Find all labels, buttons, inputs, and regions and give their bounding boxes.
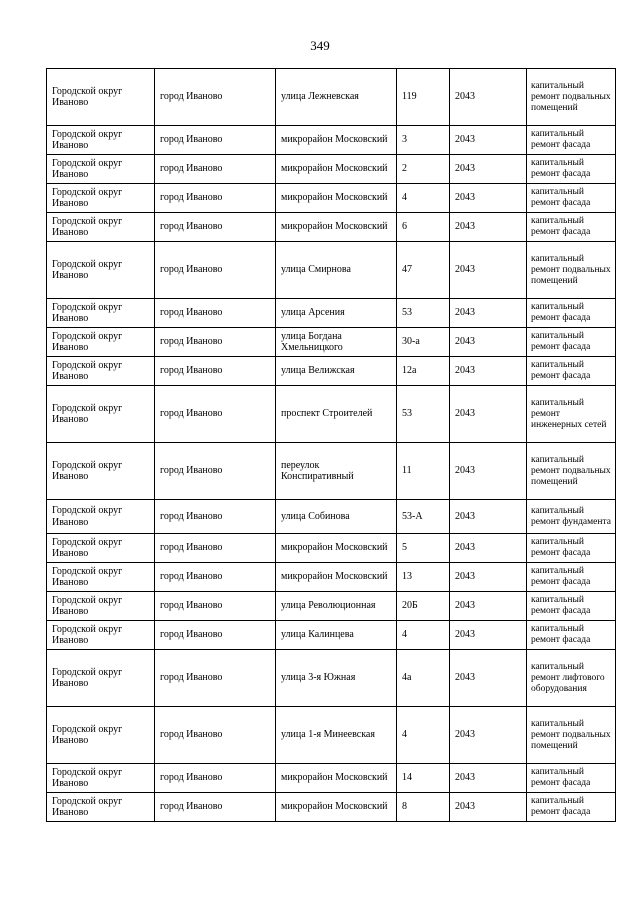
year-cell: 2043 [450, 357, 527, 386]
repair-type-cell: капитальный ремонт подвальных помещений [527, 443, 616, 500]
repair-type-cell: капитальный ремонт фасада [527, 328, 616, 357]
city-cell: город Иваново [155, 621, 276, 650]
table-row [47, 764, 616, 793]
house-cell: 5 [397, 534, 450, 563]
house-cell: 20Б [397, 592, 450, 621]
city-cell: город Иваново [155, 764, 276, 793]
street-cell: проспект Строителей [276, 386, 397, 443]
repair-type-cell: капитальный ремонт подвальных помещений [527, 707, 616, 764]
city-cell: город Иваново [155, 563, 276, 592]
street-cell: микрорайон Московский [276, 184, 397, 213]
house-cell: 4 [397, 184, 450, 213]
repair-type-cell: капитальный ремонт фасада [527, 126, 616, 155]
house-cell: 119 [397, 69, 450, 126]
year-cell: 2043 [450, 707, 527, 764]
district-cell: Городской округ Иваново [47, 793, 155, 822]
year-cell: 2043 [450, 793, 527, 822]
city-cell: город Иваново [155, 299, 276, 328]
city-cell: город Иваново [155, 213, 276, 242]
street-cell: микрорайон Московский [276, 764, 397, 793]
repair-type-cell: капитальный ремонт фасада [527, 563, 616, 592]
table-row [47, 534, 616, 563]
house-cell: 14 [397, 764, 450, 793]
repair-type-cell: капитальный ремонт фасада [527, 534, 616, 563]
table-row [47, 213, 616, 242]
table-row [47, 500, 616, 534]
district-cell: Городской округ Иваново [47, 357, 155, 386]
street-cell: микрорайон Московский [276, 793, 397, 822]
street-cell: микрорайон Московский [276, 563, 397, 592]
repair-type-cell: капитальный ремонт фасада [527, 793, 616, 822]
district-cell: Городской округ Иваново [47, 650, 155, 707]
year-cell: 2043 [450, 386, 527, 443]
year-cell: 2043 [450, 155, 527, 184]
repair-type-cell: капитальный ремонт подвальных помещений [527, 242, 616, 299]
table-row [47, 328, 616, 357]
year-cell: 2043 [450, 764, 527, 793]
house-cell: 53-А [397, 500, 450, 534]
city-cell: город Иваново [155, 793, 276, 822]
district-cell: Городской округ Иваново [47, 534, 155, 563]
district-cell: Городской округ Иваново [47, 184, 155, 213]
table-row [47, 155, 616, 184]
repair-type-cell: капитальный ремонт фасада [527, 184, 616, 213]
repair-type-cell: капитальный ремонт фасада [527, 299, 616, 328]
street-cell: улица Смирнова [276, 242, 397, 299]
street-cell: улица Калинцева [276, 621, 397, 650]
table-row [47, 563, 616, 592]
house-cell: 8 [397, 793, 450, 822]
city-cell: город Иваново [155, 534, 276, 563]
page-number: 349 [310, 38, 330, 53]
table-row [47, 707, 616, 764]
district-cell: Городской округ Иваново [47, 592, 155, 621]
table-row [47, 793, 616, 822]
repair-type-cell: капитальный ремонт фасада [527, 764, 616, 793]
street-cell: микрорайон Московский [276, 534, 397, 563]
year-cell: 2043 [450, 328, 527, 357]
year-cell: 2043 [450, 534, 527, 563]
city-cell: город Иваново [155, 443, 276, 500]
city-cell: город Иваново [155, 328, 276, 357]
table-row [47, 386, 616, 443]
repair-type-cell: капитальный ремонт фундамента [527, 500, 616, 534]
city-cell: город Иваново [155, 357, 276, 386]
year-cell: 2043 [450, 621, 527, 650]
district-cell: Городской округ Иваново [47, 126, 155, 155]
city-cell: город Иваново [155, 707, 276, 764]
table-row [47, 621, 616, 650]
year-cell: 2043 [450, 592, 527, 621]
city-cell: город Иваново [155, 650, 276, 707]
table-row [47, 357, 616, 386]
house-cell: 53 [397, 386, 450, 443]
house-cell: 47 [397, 242, 450, 299]
street-cell: переулок Конспиративный [276, 443, 397, 500]
street-cell: микрорайон Московский [276, 213, 397, 242]
year-cell: 2043 [450, 184, 527, 213]
street-cell: улица Богдана Хмельницкого [276, 328, 397, 357]
year-cell: 2043 [450, 650, 527, 707]
repair-type-cell: капитальный ремонт подвальных помещений [527, 69, 616, 126]
year-cell: 2043 [450, 213, 527, 242]
table-row [47, 69, 616, 126]
house-cell: 12а [397, 357, 450, 386]
street-cell: улица Арсения [276, 299, 397, 328]
year-cell: 2043 [450, 242, 527, 299]
district-cell: Городской округ Иваново [47, 69, 155, 126]
year-cell: 2043 [450, 500, 527, 534]
district-cell: Городской округ Иваново [47, 621, 155, 650]
street-cell: улица 3-я Южная [276, 650, 397, 707]
house-cell: 4а [397, 650, 450, 707]
house-cell: 30-а [397, 328, 450, 357]
district-cell: Городской округ Иваново [47, 328, 155, 357]
house-cell: 13 [397, 563, 450, 592]
city-cell: город Иваново [155, 386, 276, 443]
repair-type-cell: капитальный ремонт фасада [527, 155, 616, 184]
house-cell: 6 [397, 213, 450, 242]
street-cell: улица Велижская [276, 357, 397, 386]
district-cell: Городской округ Иваново [47, 707, 155, 764]
repair-type-cell: капитальный ремонт фасада [527, 357, 616, 386]
district-cell: Городской округ Иваново [47, 563, 155, 592]
city-cell: город Иваново [155, 155, 276, 184]
district-cell: Городской округ Иваново [47, 386, 155, 443]
table-row [47, 443, 616, 500]
table-row [47, 592, 616, 621]
house-cell: 11 [397, 443, 450, 500]
repair-type-cell: капитальный ремонт фасада [527, 592, 616, 621]
city-cell: город Иваново [155, 242, 276, 299]
city-cell: город Иваново [155, 184, 276, 213]
repair-type-cell: капитальный ремонт фасада [527, 621, 616, 650]
street-cell: улица Революционная [276, 592, 397, 621]
district-cell: Городской округ Иваново [47, 443, 155, 500]
district-cell: Городской округ Иваново [47, 155, 155, 184]
city-cell: город Иваново [155, 500, 276, 534]
district-cell: Городской округ Иваново [47, 764, 155, 793]
house-cell: 53 [397, 299, 450, 328]
year-cell: 2043 [450, 443, 527, 500]
house-cell: 4 [397, 707, 450, 764]
table-row [47, 184, 616, 213]
house-cell: 3 [397, 126, 450, 155]
year-cell: 2043 [450, 563, 527, 592]
city-cell: город Иваново [155, 592, 276, 621]
district-cell: Городской округ Иваново [47, 299, 155, 328]
house-cell: 4 [397, 621, 450, 650]
district-cell: Городской округ Иваново [47, 500, 155, 534]
table-row [47, 126, 616, 155]
repair-type-cell: капитальный ремонт лифтового оборудования [527, 650, 616, 707]
year-cell: 2043 [450, 69, 527, 126]
year-cell: 2043 [450, 299, 527, 328]
table-row [47, 650, 616, 707]
street-cell: улица Лежневская [276, 69, 397, 126]
city-cell: город Иваново [155, 69, 276, 126]
district-cell: Городской округ Иваново [47, 242, 155, 299]
street-cell: улица Собинова [276, 500, 397, 534]
table-row [47, 242, 616, 299]
repair-type-cell: капитальный ремонт фасада [527, 213, 616, 242]
street-cell: микрорайон Московский [276, 155, 397, 184]
city-cell: город Иваново [155, 126, 276, 155]
repair-type-cell: капитальный ремонт инженерных сетей [527, 386, 616, 443]
house-cell: 2 [397, 155, 450, 184]
table-row [47, 299, 616, 328]
street-cell: улица 1-я Минеевская [276, 707, 397, 764]
district-cell: Городской округ Иваново [47, 213, 155, 242]
year-cell: 2043 [450, 126, 527, 155]
street-cell: микрорайон Московский [276, 126, 397, 155]
repair-schedule-table [46, 68, 616, 822]
